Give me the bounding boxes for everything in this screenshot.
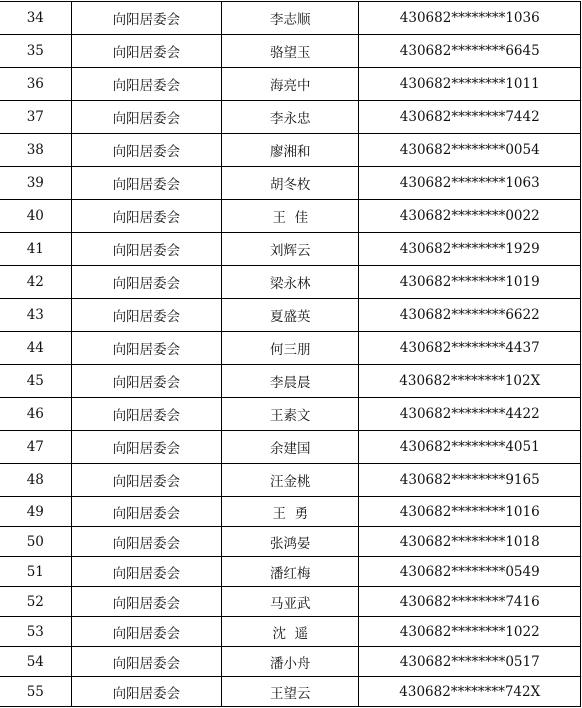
committee-name: 向阳居委会 xyxy=(71,365,221,398)
row-number: 43 xyxy=(0,299,71,332)
table-row xyxy=(0,431,581,464)
committee-name: 向阳居委会 xyxy=(71,497,221,527)
id-number: 430682********6645 xyxy=(359,35,581,68)
table-row xyxy=(0,365,581,398)
committee-name: 向阳居委会 xyxy=(71,647,221,677)
row-number: 52 xyxy=(0,587,71,617)
table-row xyxy=(0,35,581,68)
committee-name: 向阳居委会 xyxy=(71,2,221,35)
person-name: 夏盛英 xyxy=(222,299,359,332)
table-row xyxy=(0,617,581,647)
table-row xyxy=(0,464,581,497)
id-number: 430682********1019 xyxy=(359,266,581,299)
row-number: 38 xyxy=(0,134,71,167)
table-row xyxy=(0,68,581,101)
committee-name: 向阳居委会 xyxy=(71,167,221,200)
committee-name: 向阳居委会 xyxy=(71,557,221,587)
committee-name: 向阳居委会 xyxy=(71,35,221,68)
row-number: 35 xyxy=(0,35,71,68)
person-name: 李晨晨 xyxy=(222,365,359,398)
table-row xyxy=(0,677,581,707)
table-row xyxy=(0,647,581,677)
table-row xyxy=(0,233,581,266)
person-name: 张鸿晏 xyxy=(222,527,359,557)
row-number: 54 xyxy=(0,647,71,677)
row-number: 44 xyxy=(0,332,71,365)
person-name: 海亮中 xyxy=(222,68,359,101)
id-number: 430682********7416 xyxy=(359,587,581,617)
roster-body xyxy=(0,2,581,707)
row-number: 34 xyxy=(0,2,71,35)
committee-name: 向阳居委会 xyxy=(71,68,221,101)
id-number: 430682********4051 xyxy=(359,431,581,464)
id-number: 430682********9165 xyxy=(359,464,581,497)
table-row xyxy=(0,557,581,587)
table-row xyxy=(0,587,581,617)
person-name: 王 佳 xyxy=(222,200,359,233)
id-number: 430682********102X xyxy=(359,365,581,398)
person-name: 骆望玉 xyxy=(222,35,359,68)
committee-name: 向阳居委会 xyxy=(71,233,221,266)
person-name: 潘小舟 xyxy=(222,647,359,677)
row-number: 53 xyxy=(0,617,71,647)
committee-name: 向阳居委会 xyxy=(71,587,221,617)
id-number: 430682********1022 xyxy=(359,617,581,647)
person-name: 梁永林 xyxy=(222,266,359,299)
id-number: 430682********0022 xyxy=(359,200,581,233)
row-number: 39 xyxy=(0,167,71,200)
row-number: 46 xyxy=(0,398,71,431)
table-row xyxy=(0,527,581,557)
person-name: 汪金桃 xyxy=(222,464,359,497)
committee-name: 向阳居委会 xyxy=(71,677,221,707)
id-number: 430682********0549 xyxy=(359,557,581,587)
row-number: 51 xyxy=(0,557,71,587)
roster-table xyxy=(0,1,581,707)
id-number: 430682********4422 xyxy=(359,398,581,431)
row-number: 45 xyxy=(0,365,71,398)
person-name: 廖湘和 xyxy=(222,134,359,167)
table-row xyxy=(0,266,581,299)
committee-name: 向阳居委会 xyxy=(71,332,221,365)
committee-name: 向阳居委会 xyxy=(71,464,221,497)
person-name: 李志顺 xyxy=(222,2,359,35)
committee-name: 向阳居委会 xyxy=(71,266,221,299)
table-row xyxy=(0,167,581,200)
id-number: 430682********4437 xyxy=(359,332,581,365)
row-number: 36 xyxy=(0,68,71,101)
id-number: 430682********7442 xyxy=(359,101,581,134)
row-number: 47 xyxy=(0,431,71,464)
person-name: 王望云 xyxy=(222,677,359,707)
id-number: 430682********1036 xyxy=(359,2,581,35)
row-number: 55 xyxy=(0,677,71,707)
table-row xyxy=(0,497,581,527)
row-number: 50 xyxy=(0,527,71,557)
row-number: 40 xyxy=(0,200,71,233)
id-number: 430682********1011 xyxy=(359,68,581,101)
id-number: 430682********0054 xyxy=(359,134,581,167)
id-number: 430682********6622 xyxy=(359,299,581,332)
id-number: 430682********1016 xyxy=(359,497,581,527)
table-row xyxy=(0,200,581,233)
id-number: 430682********0517 xyxy=(359,647,581,677)
person-name: 沈 遥 xyxy=(222,617,359,647)
committee-name: 向阳居委会 xyxy=(71,101,221,134)
row-number: 37 xyxy=(0,101,71,134)
committee-name: 向阳居委会 xyxy=(71,200,221,233)
id-number: 430682********1018 xyxy=(359,527,581,557)
person-name: 王 勇 xyxy=(222,497,359,527)
committee-name: 向阳居委会 xyxy=(71,299,221,332)
row-number: 49 xyxy=(0,497,71,527)
table-row xyxy=(0,332,581,365)
person-name: 何三朋 xyxy=(222,332,359,365)
row-number: 41 xyxy=(0,233,71,266)
person-name: 刘辉云 xyxy=(222,233,359,266)
row-number: 42 xyxy=(0,266,71,299)
person-name: 李永忠 xyxy=(222,101,359,134)
id-number: 430682********1929 xyxy=(359,233,581,266)
person-name: 潘红梅 xyxy=(222,557,359,587)
committee-name: 向阳居委会 xyxy=(71,527,221,557)
committee-name: 向阳居委会 xyxy=(71,398,221,431)
person-name: 王素文 xyxy=(222,398,359,431)
table-row xyxy=(0,134,581,167)
person-name: 余建国 xyxy=(222,431,359,464)
id-number: 430682********742X xyxy=(359,677,581,707)
id-number: 430682********1063 xyxy=(359,167,581,200)
table-row xyxy=(0,101,581,134)
row-number: 48 xyxy=(0,464,71,497)
committee-name: 向阳居委会 xyxy=(71,617,221,647)
table-row xyxy=(0,2,581,35)
person-name: 胡冬枚 xyxy=(222,167,359,200)
table-row xyxy=(0,299,581,332)
committee-name: 向阳居委会 xyxy=(71,134,221,167)
person-name: 马亚武 xyxy=(222,587,359,617)
table-row xyxy=(0,398,581,431)
committee-name: 向阳居委会 xyxy=(71,431,221,464)
